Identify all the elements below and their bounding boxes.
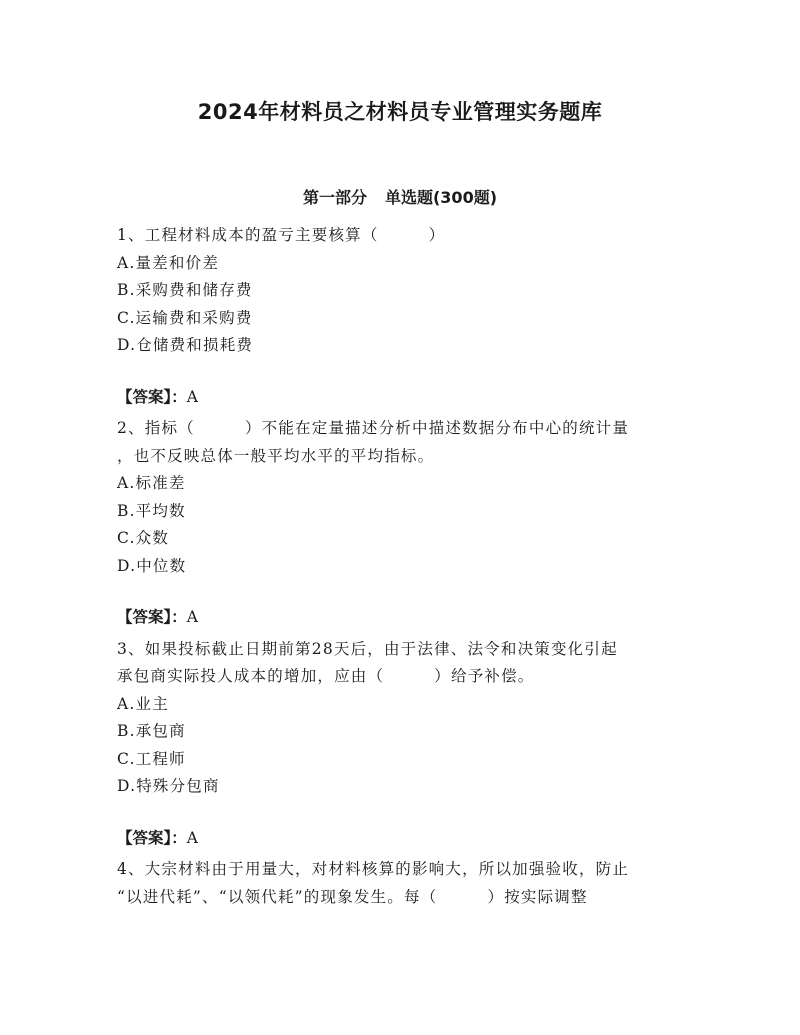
answer-line — [117, 825, 687, 853]
option-item: A.业主 — [117, 694, 169, 713]
question-text: 2、指标（ ）不能在定量描述分析中描述数据分布中心的统计量 — [117, 419, 630, 437]
question-block — [117, 222, 687, 411]
option-item: C.众数 — [117, 529, 170, 547]
question-block — [117, 636, 687, 853]
question-text: 1、工程材料成本的盈亏主要核算（ ） — [117, 226, 446, 244]
question-list — [117, 222, 687, 911]
section-part: 第一部分 — [302, 188, 367, 207]
option-item: C.运输费和采购费 — [117, 308, 253, 327]
document-title: 2024年材料员之材料员专业管理实务题库 — [197, 100, 603, 124]
question-text: 4、大宗材料由于用量大，对材料核算的影响大，所以加强验收，防止 — [117, 860, 630, 878]
option-item: A.标准差 — [117, 474, 186, 492]
option-item: B.平均数 — [117, 501, 186, 520]
option-item: B.采购费和储存费 — [117, 281, 253, 299]
option-item: C.工程师 — [117, 749, 186, 768]
section-heading — [0, 185, 800, 208]
option-item: D.特殊分包商 — [117, 777, 220, 795]
answer-label: 【答案】： — [117, 608, 187, 626]
question-block — [117, 415, 687, 632]
answer-value: A — [186, 387, 198, 406]
answer-label: 【答案】： — [117, 387, 187, 406]
question-block — [117, 856, 687, 911]
question-text: ，也不反映总体一般平均水平的平均指标。 — [117, 446, 435, 465]
question-text: 3、如果投标截止日期前第28天后，由于法律、法令和决策变化引起 — [117, 639, 618, 658]
question-text: 承包商实际投人成本的增加，应由（ ）给予补偿。 — [117, 667, 535, 685]
answer-label: 【答案】： — [117, 828, 187, 847]
option-item: A.量差和价差 — [117, 253, 220, 272]
option-item: D.仓储费和损耗费 — [117, 336, 254, 354]
answer-line — [117, 604, 687, 632]
answer-line — [117, 384, 687, 412]
answer-value: A — [186, 828, 198, 847]
answer-value: A — [186, 608, 198, 626]
option-list — [117, 470, 687, 580]
option-list — [117, 250, 687, 360]
option-item: B.承包商 — [117, 722, 186, 740]
option-list — [117, 691, 687, 801]
question-text: “以进代耗”、“以领代耗”的现象发生。每（ ）按实际调整 — [117, 887, 588, 906]
option-item: D.中位数 — [117, 556, 187, 575]
section-type: 单选题(300题) — [384, 188, 498, 207]
